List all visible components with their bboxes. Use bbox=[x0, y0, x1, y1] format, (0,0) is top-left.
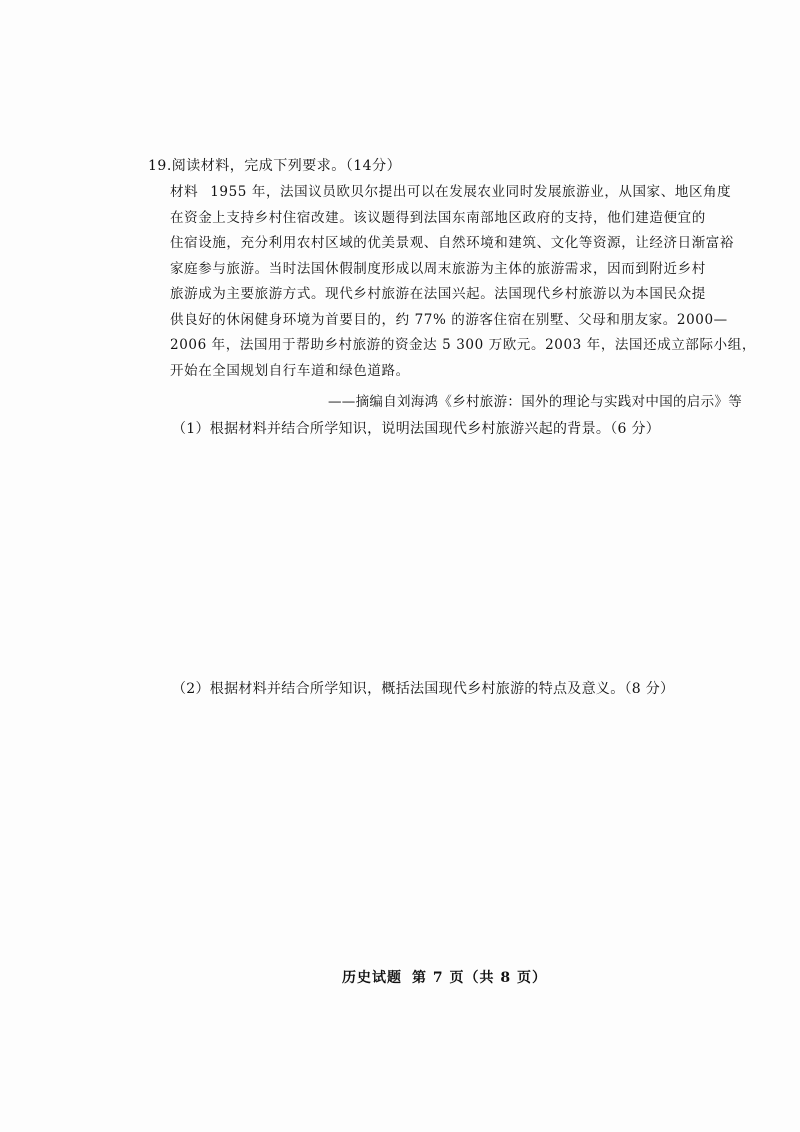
sub-question-1: （1）根据材料并结合所学知识，说明法国现代乡村旅游兴起的背景。（6 分） bbox=[172, 421, 661, 437]
material-source: ——摘编自刘海鸿《乡村旅游：国外的理论与实践对中国的启示》等 bbox=[328, 394, 742, 410]
question-header: 19.阅读材料，完成下列要求。（14分） bbox=[148, 158, 402, 174]
material-line: 2006 年，法国用于帮助乡村旅游的资金达 5 300 万欧元。2003 年，法国还成立部际小组， bbox=[170, 337, 756, 353]
material-line: 开始在全国规划自行车道和绿色道路。 bbox=[170, 362, 410, 379]
footer-page-info: 第 7 页（共 8 页） bbox=[412, 970, 547, 986]
material-line: 在资金上支持乡村住宿改建。该议题得到法国东南部地区政府的支持，他们建造便宜的 bbox=[170, 209, 706, 226]
material-line: 旅游成为主要旅游方式。现代乡村旅游在法国兴起。法国现代乡村旅游以为本国民众提 bbox=[170, 286, 706, 302]
footer-subject: 历史试题 bbox=[342, 970, 402, 986]
material-block bbox=[170, 180, 756, 384]
answer-space-2[interactable] bbox=[172, 705, 692, 955]
material-label: 材料 bbox=[170, 184, 199, 200]
sub-question-2: （2）根据材料并结合所学知识，概括法国现代乡村旅游的特点及意义。（8 分） bbox=[172, 681, 675, 697]
material-line bbox=[170, 180, 732, 206]
material-text: 1955 年，法国议员欧贝尔提出可以在发展农业同时发展旅游业，从国家、地区角度 bbox=[210, 184, 732, 200]
material-line: 住宿设施，充分利用农村区域的优美景观、自然环境和建筑、文化等资源，让经济日渐富裕 bbox=[170, 235, 734, 251]
answer-space-1[interactable] bbox=[172, 445, 692, 665]
page-footer bbox=[342, 967, 547, 987]
material-line: 供良好的休闲健身环境为首要目的，约 77% 的游客住宿在别墅、父母和朋友家。2000— bbox=[170, 311, 728, 328]
material-line: 家庭参与旅游。当时法国休假制度形成以周末旅游为主体的旅游需求，因而到附近乡村 bbox=[170, 260, 706, 277]
